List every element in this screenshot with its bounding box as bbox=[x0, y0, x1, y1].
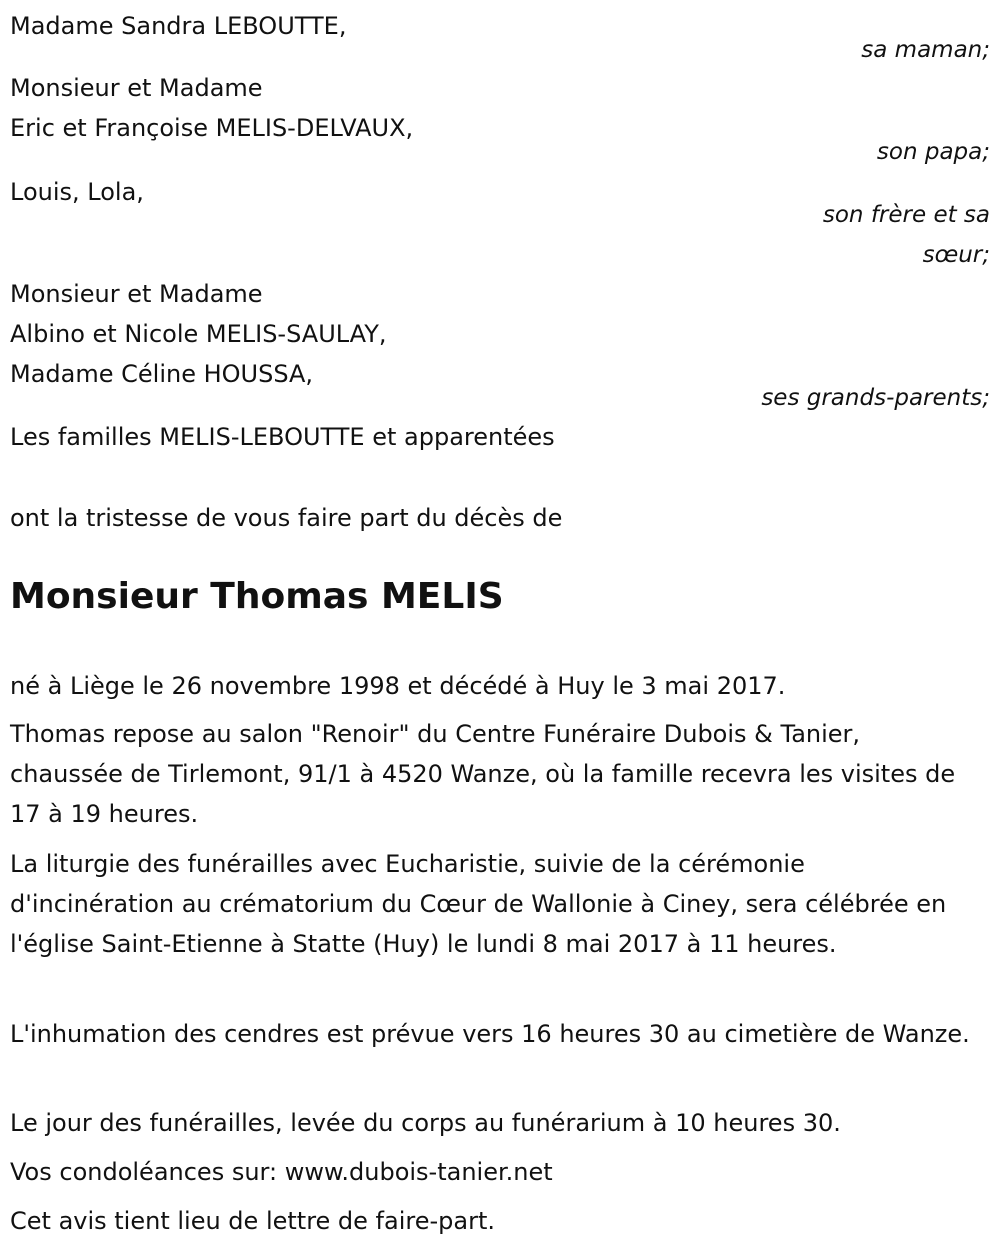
grandparents-names: Albino et Nicole MELIS-SAULAY, bbox=[10, 320, 387, 348]
notice-paragraph: Cet avis tient lieu de lettre de faire-part. bbox=[10, 1207, 495, 1235]
father-title: Monsieur et Madame bbox=[10, 74, 263, 102]
mother-role: sa maman; bbox=[861, 37, 990, 63]
grandparents-role: ses grands-parents; bbox=[761, 385, 990, 411]
siblings-role-line2: sœur; bbox=[922, 242, 990, 268]
mother-name: Madame Sandra LEBOUTTE, bbox=[10, 12, 347, 40]
inhumation-paragraph: L'inhumation des cendres est prévue vers 16 heures 30 au cimetière de Wanze. bbox=[10, 1020, 970, 1048]
father-role: son papa; bbox=[876, 139, 990, 165]
families-line: Les familles MELIS-LEBOUTTE et apparentées bbox=[10, 423, 555, 451]
grandmother-name: Madame Céline HOUSSA, bbox=[10, 360, 314, 388]
grandparents-title: Monsieur et Madame bbox=[10, 280, 263, 308]
funeral-day-paragraph: Le jour des funérailles, levée du corps au funérarium à 10 heures 30. bbox=[10, 1109, 841, 1137]
condolences-paragraph: Vos condoléances sur: www.dubois-tanier.net bbox=[10, 1158, 553, 1186]
birth-death-paragraph: né à Liège le 26 novembre 1998 et décédé à Huy le 3 mai 2017. bbox=[10, 672, 786, 700]
deceased-name: Monsieur Thomas MELIS bbox=[10, 576, 504, 617]
repose-paragraph: Thomas repose au salon "Renoir" du Centre Funéraire Dubois & Tanier, chaussée de Tirlemont, 91/1 à 4520 Wanze, où la famille recevra les visites de 17 à 19 heures. bbox=[10, 720, 956, 828]
father-names: Eric et Françoise MELIS-DELVAUX, bbox=[10, 114, 414, 142]
siblings-role-line1: son frère et sa bbox=[822, 202, 990, 228]
announcement-text: ont la tristesse de vous faire part du décès de bbox=[10, 504, 563, 532]
liturgy-paragraph: La liturgie des funérailles avec Eucharistie, suivie de la cérémonie d'incinération au crématorium du Cœur de Wallonie à Ciney, sera célébrée en l'église Saint-Etienne à Statte (Huy) le lundi 8 mai 2017 à 11 heures. bbox=[10, 850, 947, 958]
siblings-names: Louis, Lola, bbox=[10, 178, 144, 206]
